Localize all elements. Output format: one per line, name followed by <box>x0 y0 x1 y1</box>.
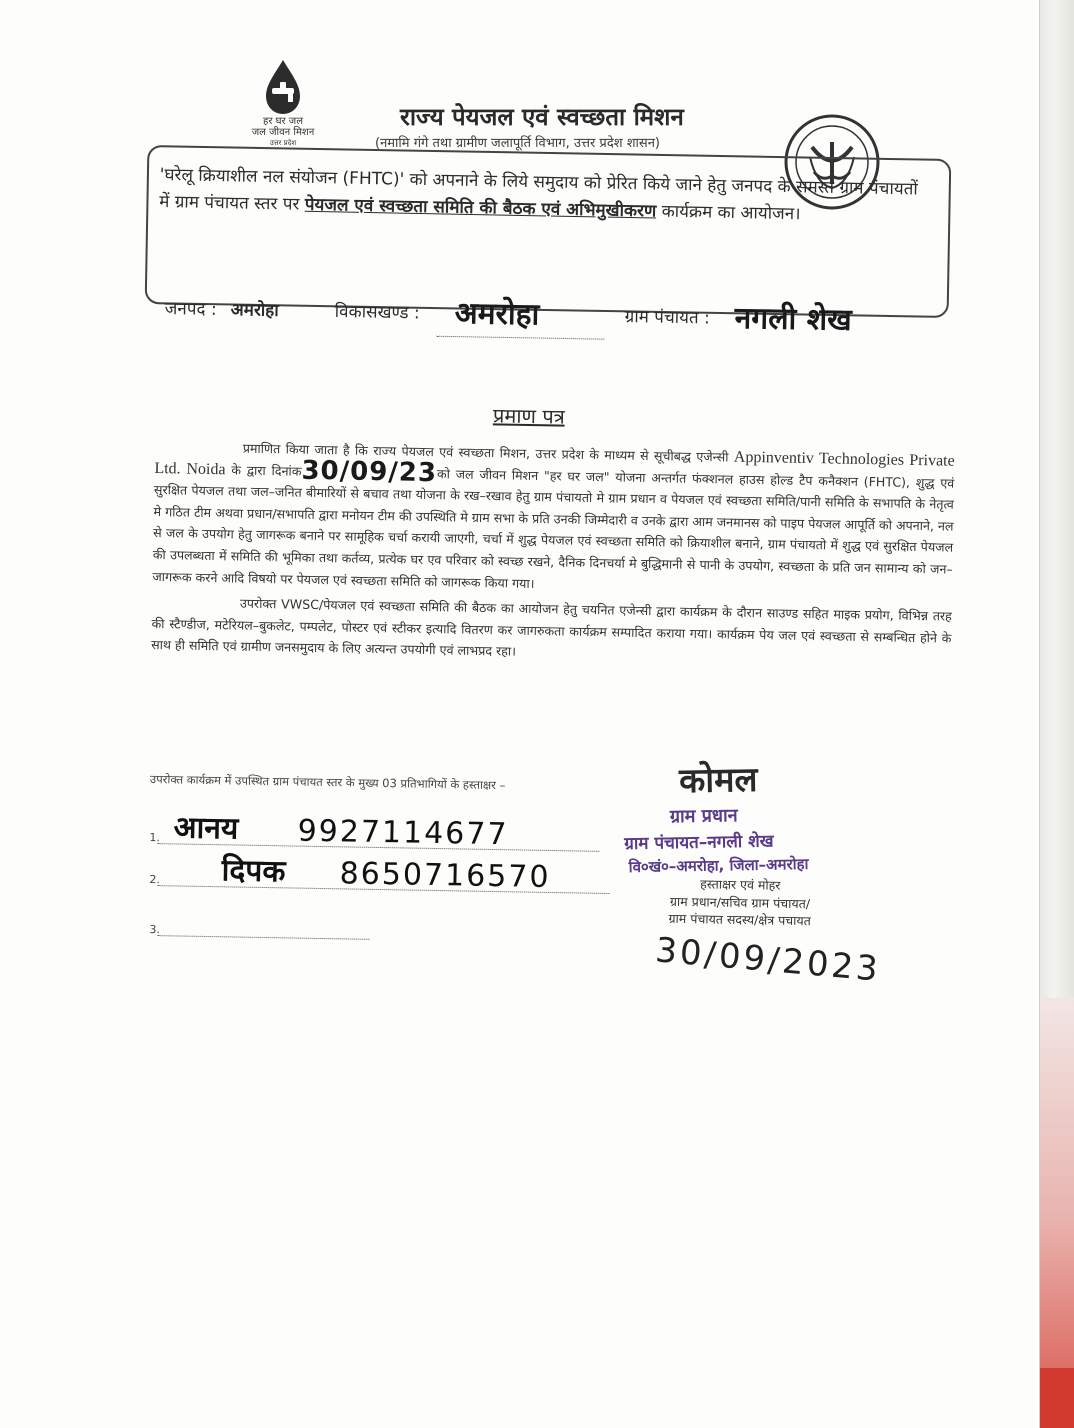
notice-text-start: 'घरेलू क्रियाशील नल संयोजन (FHTC)' को अपनाने के लिये समुदाय को प्रेरित किये जाने हेतु जनपद के समस्त ग्राम पंचायतों में ग्राम पंचायत स्तर पर <box>159 164 918 215</box>
district-value: अमरोहा <box>230 300 279 321</box>
para1-part-b: के द्वारा दिनांक <box>225 461 302 479</box>
panchayat-value-handwritten: नगली शेख <box>734 300 853 338</box>
office-caption-line-2: ग्राम प्रधान/सचिव ग्राम पंचायत/ <box>669 893 811 911</box>
participant-name: दिपक <box>221 853 286 890</box>
para1-part-a: प्रमाणित किया जाता है कि राज्य पेयजल एवं स्वच्छता मिशन, उत्तर प्रदेश के माध्यम से सूचीबद्ध एजेन्सी <box>242 440 735 465</box>
panchayat-label: ग्राम पंचायत : <box>624 307 710 329</box>
participant-row-3 <box>149 900 370 944</box>
red-paper-tip <box>1040 1368 1074 1428</box>
stamp-line-2: ग्राम पंचायत–नगली शेख <box>624 831 774 855</box>
block-value-handwritten: अमरोहा <box>454 296 540 333</box>
certificate-paragraph-2: उपरोक्त VWSC/पेयजल एवं स्वच्छता समिति की बैठक का आयोजन हेतु चयनित एजेन्सी द्वारा कार्यक्रम के दौरान साउण्ड सहित माइक प्रयोग, विभिन्न तरह की स्टैण्डीज, मटेरियल–बुकलेट, पम्पलेट, पोस्टर एवं स्टीकर इत्यादि वितरण कर जागरुकता कार्यक्रम सम्पादित कराया गया। कार्यक्रम पेय जल एवं स्वच्छता से सम्बन्धित होने के साथ ही समिति एवं ग्रामीण जनसमुदाय के लिए अत्यन्त उपयोगी एवं लाभप्रद रहा। <box>151 595 952 659</box>
agency-name: Appinventiv Technologies Private Ltd. Noida <box>154 448 955 478</box>
certificate-heading: प्रमाण पत्र <box>492 403 565 429</box>
mission-title: राज्य पेयजल एवं स्वच्छता मिशन <box>400 102 684 131</box>
para1-part-c: को जल जीवन मिशन "हर घर जल" योजना अन्तर्गत फंक्शनल हाउस होल्ड टैप कनैक्शन (FHTC), शुद्ध एवं सुरक्षित पेयजल तथा जल–जनित बीमारियों से बचाव तथा योजना के रख–रखाव हेतु ग्राम पंचायतो मे ग्राम प्रधान व पेयजल एवं स्वच्छता समिति/पानी समिति के सभापति के नेतृत्व मे गठित टीम अथवा प्रधान/सभापति द्वारा मनोयन टीम की उपस्थिति मे ग्राम सभा के प्रति उनकी जिम्मेदारी व उनके द्वारा आम जनमानस को पाइप पेयजल आपूर्ति को अपनाने, नल से जल के उपयोग हेतु जागरूक बनाने पर सामूहिक चर्चा करायी जाएगी, चर्चा में शुद्ध पेयजल एवं स्वच्छता समिति को क्रियाशील बनाने, ग्राम पंचायतो में शुद्ध एवं सुरक्षित पेयजल की उपलब्धता में समिति की भूमिका तथा कर्तव्य, प्रत्येक घर एव परिवार को स्वच्छ रखने, दैनिक दिनचर्या मे बुद्धिमानी से पानी के उपयोग, स्वच्छता के प्रति जन सामान्य को जन–जागरूक करने आदि विषयो पर पेयजल एवं स्वच्छता समिति को जागरूक किया गया। <box>152 465 955 591</box>
stamp-line-1: ग्राम प्रधान <box>669 805 738 828</box>
mission-subtitle: (नमामि गंगे तथा ग्रामीण जलापूर्ति विभाग, उत्तर प्रदेश शासन) <box>375 136 660 151</box>
block-dotted-line <box>436 335 604 340</box>
stamp-line-3: वि०खं०–अमरोहा, जिला–अमरोहा <box>628 854 809 877</box>
logo-caption-3: उत्तर प्रदेश <box>269 139 297 147</box>
office-caption-line-3: ग्राम पंचायत सदस्य/क्षेत्र पचायत <box>668 910 811 929</box>
logo-caption-1: हर घर जल <box>263 116 303 127</box>
participant-phone: 9927114677 <box>297 813 509 853</box>
participants-intro: उपरोक्त कार्यक्रम में उपस्थित ग्राम पंचायत स्तर के मुख्य 03 प्रतिभागियों के हस्ताक्षर – <box>149 772 506 793</box>
certificate-body <box>151 436 955 671</box>
block-label: विकासखण्ड : <box>334 301 420 324</box>
office-caption <box>610 874 871 931</box>
water-drop-tap-icon <box>258 58 308 116</box>
red-paper-edge <box>1040 998 1074 1428</box>
participant-dotted-line <box>157 935 369 940</box>
handwritten-event-date: 30/09/23 <box>301 455 438 488</box>
logo-caption-2: जल जीवन मिशन <box>251 127 315 138</box>
page-edge-strip <box>1039 0 1074 1428</box>
participant-number: 1. <box>149 830 161 845</box>
notice-text-end: कार्यक्रम का आयोजन। <box>656 201 801 225</box>
certificate-paragraph-1 <box>152 436 955 602</box>
participant-number: 3. <box>149 922 161 937</box>
participant-row-2 <box>149 850 610 898</box>
pradhan-signature: कोमल <box>678 759 758 802</box>
participant-phone: 8650716570 <box>339 856 551 895</box>
har-ghar-jal-logo <box>238 58 328 149</box>
participant-number: 2. <box>149 872 161 887</box>
notice-text-underlined: पेयजल एवं स्वच्छता समिति की बैठक एवं अभिमुखीकरण <box>304 194 657 222</box>
participant-row-1 <box>149 808 610 856</box>
office-caption-line-1: हस्ताक्षर एवं मोहर <box>700 876 781 893</box>
district-label: जनपद : <box>164 298 217 320</box>
participant-name: आनय <box>173 810 239 847</box>
handwritten-final-date: 30/09/2023 <box>653 930 883 990</box>
